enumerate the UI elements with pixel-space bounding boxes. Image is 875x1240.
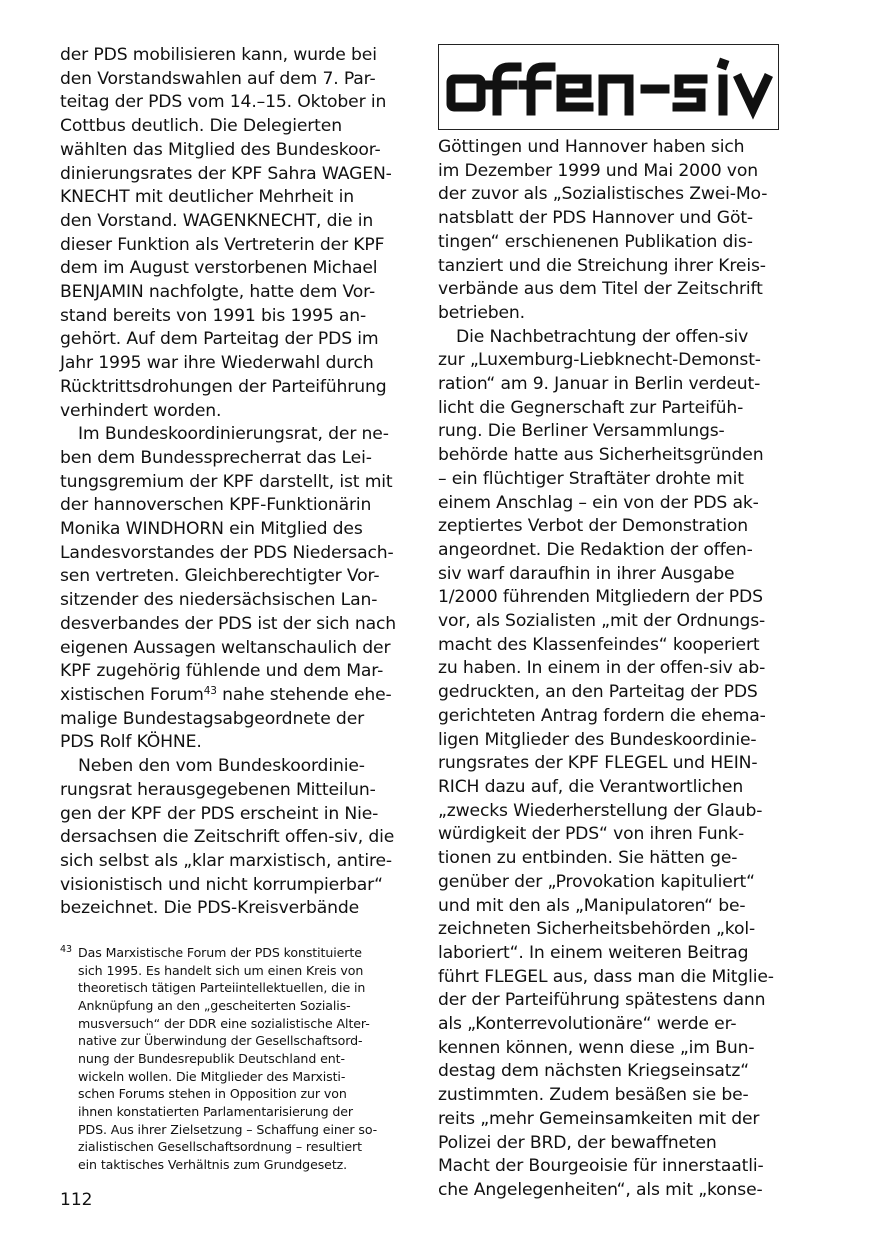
footnote-line: Das Marxistische Forum der PDS konstituierte xyxy=(78,945,362,960)
footnote-line: musversuch“ der DDR eine sozialistische Alter- xyxy=(78,1015,370,1031)
text-line: zur „Luxemburg-Liebknecht-Demonst- xyxy=(438,350,761,371)
paragraph-2 xyxy=(60,423,405,755)
footnote-line: wickeln wollen. Die Mitglieder des Marxisti- xyxy=(78,1068,346,1084)
text-line: angeordnet. Die Redaktion der offen- xyxy=(438,539,753,560)
text-line: – ein flüchtiger Straftäter drohte mit xyxy=(438,468,744,489)
text-line: KPF zugehörig fühlende und dem Mar- xyxy=(60,661,384,682)
text-line: „zwecks Wiederherstellung der Glaub- xyxy=(438,800,763,821)
text-line: Polizei der BRD, der bewaffneten xyxy=(438,1132,717,1153)
paragraph-4 xyxy=(438,136,783,326)
text-line: verhindert worden. xyxy=(60,400,222,421)
paragraph-5 xyxy=(438,326,783,1203)
text-line: behörde hatte aus Sicherheitsgründen xyxy=(438,445,764,466)
footnote-line: schen Forums stehen in Opposition zur von xyxy=(78,1086,347,1102)
text-line: licht die Gegnerschaft zur Parteifüh- xyxy=(438,397,744,418)
text-line: Monika WINDHORN ein Mitglied des xyxy=(60,519,363,540)
text-line: PDS Rolf KÖHNE. xyxy=(60,732,202,753)
text-line: der der Parteiführung spätestens dann xyxy=(438,990,766,1011)
text-line: den Vorstandswahlen auf dem 7. Par- xyxy=(60,68,376,89)
text-line: zeptiertes Verbot der Demonstration xyxy=(438,516,749,537)
text-line: 1/2000 führenden Mitgliedern der PDS xyxy=(438,587,763,608)
text-line: destag dem nächsten Kriegseinsatz“ xyxy=(438,1061,750,1082)
text-line: tungsgremium der KPF darstellt, ist mit xyxy=(60,471,393,492)
text-line: ration“ am 9. Januar in Berlin verdeut- xyxy=(438,374,761,395)
text-line: Rücktrittsdrohungen der Parteiführung xyxy=(60,376,387,397)
text-line: gedruckten, an den Parteitag der PDS xyxy=(438,682,758,703)
text-line: betrieben. xyxy=(438,302,525,323)
text-line: sitzender des niedersächsischen Lan- xyxy=(60,590,378,611)
footnote-reference[interactable]: 43 xyxy=(203,684,217,697)
text-line: KNECHT mit deutlicher Mehrheit in xyxy=(60,187,354,208)
text-line: würdigkeit der PDS“ von ihren Funk- xyxy=(438,824,745,845)
text-line: zu haben. In einem in der offen-siv ab- xyxy=(438,658,766,679)
text-line: gen der KPF der PDS erscheint in Nie- xyxy=(60,803,379,824)
text-line: dersachsen die Zeitschrift offen-siv, die xyxy=(60,827,395,848)
text-line: rung. Die Berliner Versammlungs- xyxy=(438,421,725,442)
page-number: 112 xyxy=(60,1190,93,1210)
text-line: laboriert“. In einem weiteren Beitrag xyxy=(438,942,749,963)
text-line-suffix: nahe stehende ehe- xyxy=(216,684,392,705)
text-line: BENJAMIN nachfolgte, hatte dem Vor- xyxy=(60,282,375,303)
text-line: sen vertreten. Gleichberechtigter Vor- xyxy=(60,566,380,587)
footnote-line: native zur Überwindung der Gesellschaftsord- xyxy=(78,1033,363,1049)
footnote-line: zialistischen Gesellschaftsordnung – resultiert xyxy=(78,1139,362,1155)
paragraph-1 xyxy=(60,44,405,423)
text-line: wählten das Mitglied des Bundeskoor- xyxy=(60,139,381,160)
text-line: dem im August verstorbenen Michael xyxy=(60,258,378,279)
text-line: sich selbst als „klar marxistisch, antire- xyxy=(60,850,392,871)
text-line: xistischen Forum$^{43}$ nahe stehende ehe- xyxy=(60,684,392,705)
text-line: Macht der Bourgeoisie für innerstaatli- xyxy=(438,1156,764,1177)
offen-siv-logo-image xyxy=(439,45,778,129)
text-line: desverbandes der PDS ist der sich nach xyxy=(60,613,397,634)
text-line: reits „mehr Gemeinsamkeiten mit der xyxy=(438,1108,760,1129)
paragraph-3 xyxy=(60,755,405,921)
text-line: kennen können, wenn diese „im Bun- xyxy=(438,1037,755,1058)
text-line: tingen“ erschienenen Publikation dis- xyxy=(438,231,753,252)
footnote-43 xyxy=(60,944,400,1174)
text-line: dinierungsrates der KPF Sahra WAGEN- xyxy=(60,163,392,184)
text-line: malige Bundestagsabgeordnete der xyxy=(60,708,365,729)
text-line: natsblatt der PDS Hannover und Göt- xyxy=(438,208,753,229)
footnote-text xyxy=(60,944,400,1174)
footnote-line: nung der Bundesrepublik Deutschland ent- xyxy=(78,1050,345,1066)
text-line: tionen zu entbinden. Sie hätten ge- xyxy=(438,848,738,869)
text-line: gehört. Auf dem Parteitag der PDS im xyxy=(60,329,379,350)
text-line: Die Nachbetrachtung der offen-siv xyxy=(456,326,749,347)
text-line: den Vorstand. WAGENKNECHT, die in xyxy=(60,210,374,231)
text-line: genüber der „Provokation kapituliert“ xyxy=(438,871,755,892)
text-line: rungsrates der KPF FLEGEL und HEIN- xyxy=(438,753,758,774)
text-line: macht des Klassenfeindes“ kooperiert xyxy=(438,634,760,655)
footnote-mark: 43 xyxy=(60,944,72,955)
text-line: einem Anschlag – ein von der PDS ak- xyxy=(438,492,759,513)
text-line: führt FLEGEL aus, dass man die Mitglie- xyxy=(438,966,774,987)
text-line: Landesvorstandes der PDS Niedersach- xyxy=(60,542,394,563)
text-line: Im Bundeskoordinierungsrat, der ne- xyxy=(78,424,389,445)
footnote-line: ihnen konstatierten Parlamentarisierung der xyxy=(78,1103,354,1119)
text-line: ben dem Bundessprecherrat das Lei- xyxy=(60,447,372,468)
text-line: siv warf daraufhin in ihrer Ausgabe xyxy=(438,563,735,584)
text-line: vor, als Sozialisten „mit der Ordnungs- xyxy=(438,611,766,632)
text-line: RICH dazu auf, die Verantwortlichen xyxy=(438,776,744,797)
text-line: der PDS mobilisieren kann, wurde bei xyxy=(60,45,377,65)
text-line: eigenen Aussagen weltanschaulich der xyxy=(60,637,391,658)
text-line: gerichteten Antrag fordern die ehema- xyxy=(438,705,766,726)
offen-siv-logo xyxy=(438,44,779,130)
text-line: Neben den vom Bundeskoordinie- xyxy=(78,756,365,777)
text-line: rungsrat herausgegebenen Mitteilun- xyxy=(60,779,376,800)
footnote-line: theoretisch tätigen Parteiintellektuellen, die in xyxy=(78,980,366,996)
text-line: teitag der PDS vom 14.–15. Oktober in xyxy=(60,92,387,113)
text-line: Cottbus deutlich. Die Delegierten xyxy=(60,116,342,137)
text-line: tanziert und die Streichung ihrer Kreis- xyxy=(438,255,766,276)
text-line: als „Konterrevolutionäre“ werde er- xyxy=(438,1014,737,1035)
text-line: verbände aus dem Titel der Zeitschrift xyxy=(438,279,763,300)
text-line: der hannoverschen KPF-Funktionärin xyxy=(60,495,372,516)
text-line: zeichneten Sicherheitsbehörden „kol- xyxy=(438,919,755,940)
text-line: dieser Funktion als Vertreterin der KPF xyxy=(60,234,385,255)
text-line: ligen Mitglieder des Bundeskoordinie- xyxy=(438,729,757,750)
text-line: bezeichnet. Die PDS-Kreisverbände xyxy=(60,898,360,919)
left-text-column xyxy=(60,44,405,921)
text-line: im Dezember 1999 und Mai 2000 von xyxy=(438,160,758,181)
text-line: Göttingen und Hannover haben sich xyxy=(438,137,745,157)
text-line: visionistisch und nicht korrumpierbar“ xyxy=(60,874,383,895)
footnote-line: ein taktisches Verhältnis zum Grundgesetz. xyxy=(78,1156,348,1172)
footnote-line: PDS. Aus ihrer Zielsetzung – Schaffung einer so- xyxy=(78,1121,378,1137)
right-text-column xyxy=(438,44,783,1203)
text-line: Jahr 1995 war ihre Wiederwahl durch xyxy=(60,353,374,374)
footnote-line: sich 1995. Es handelt sich um einen Kreis von xyxy=(78,962,364,978)
text-line: stand bereits von 1991 bis 1995 an- xyxy=(60,305,367,326)
text-line: der zuvor als „Sozialistisches Zwei-Mo- xyxy=(438,184,768,205)
text-line: zustimmten. Zudem besäßen sie be- xyxy=(438,1085,749,1106)
text-line: und mit den als „Manipulatoren“ be- xyxy=(438,895,746,916)
footnote-line: Anknüpfung an den „gescheiterten Sozialis- xyxy=(78,997,351,1013)
text-line: che Angelegenheiten“, als mit „konse- xyxy=(438,1179,763,1200)
